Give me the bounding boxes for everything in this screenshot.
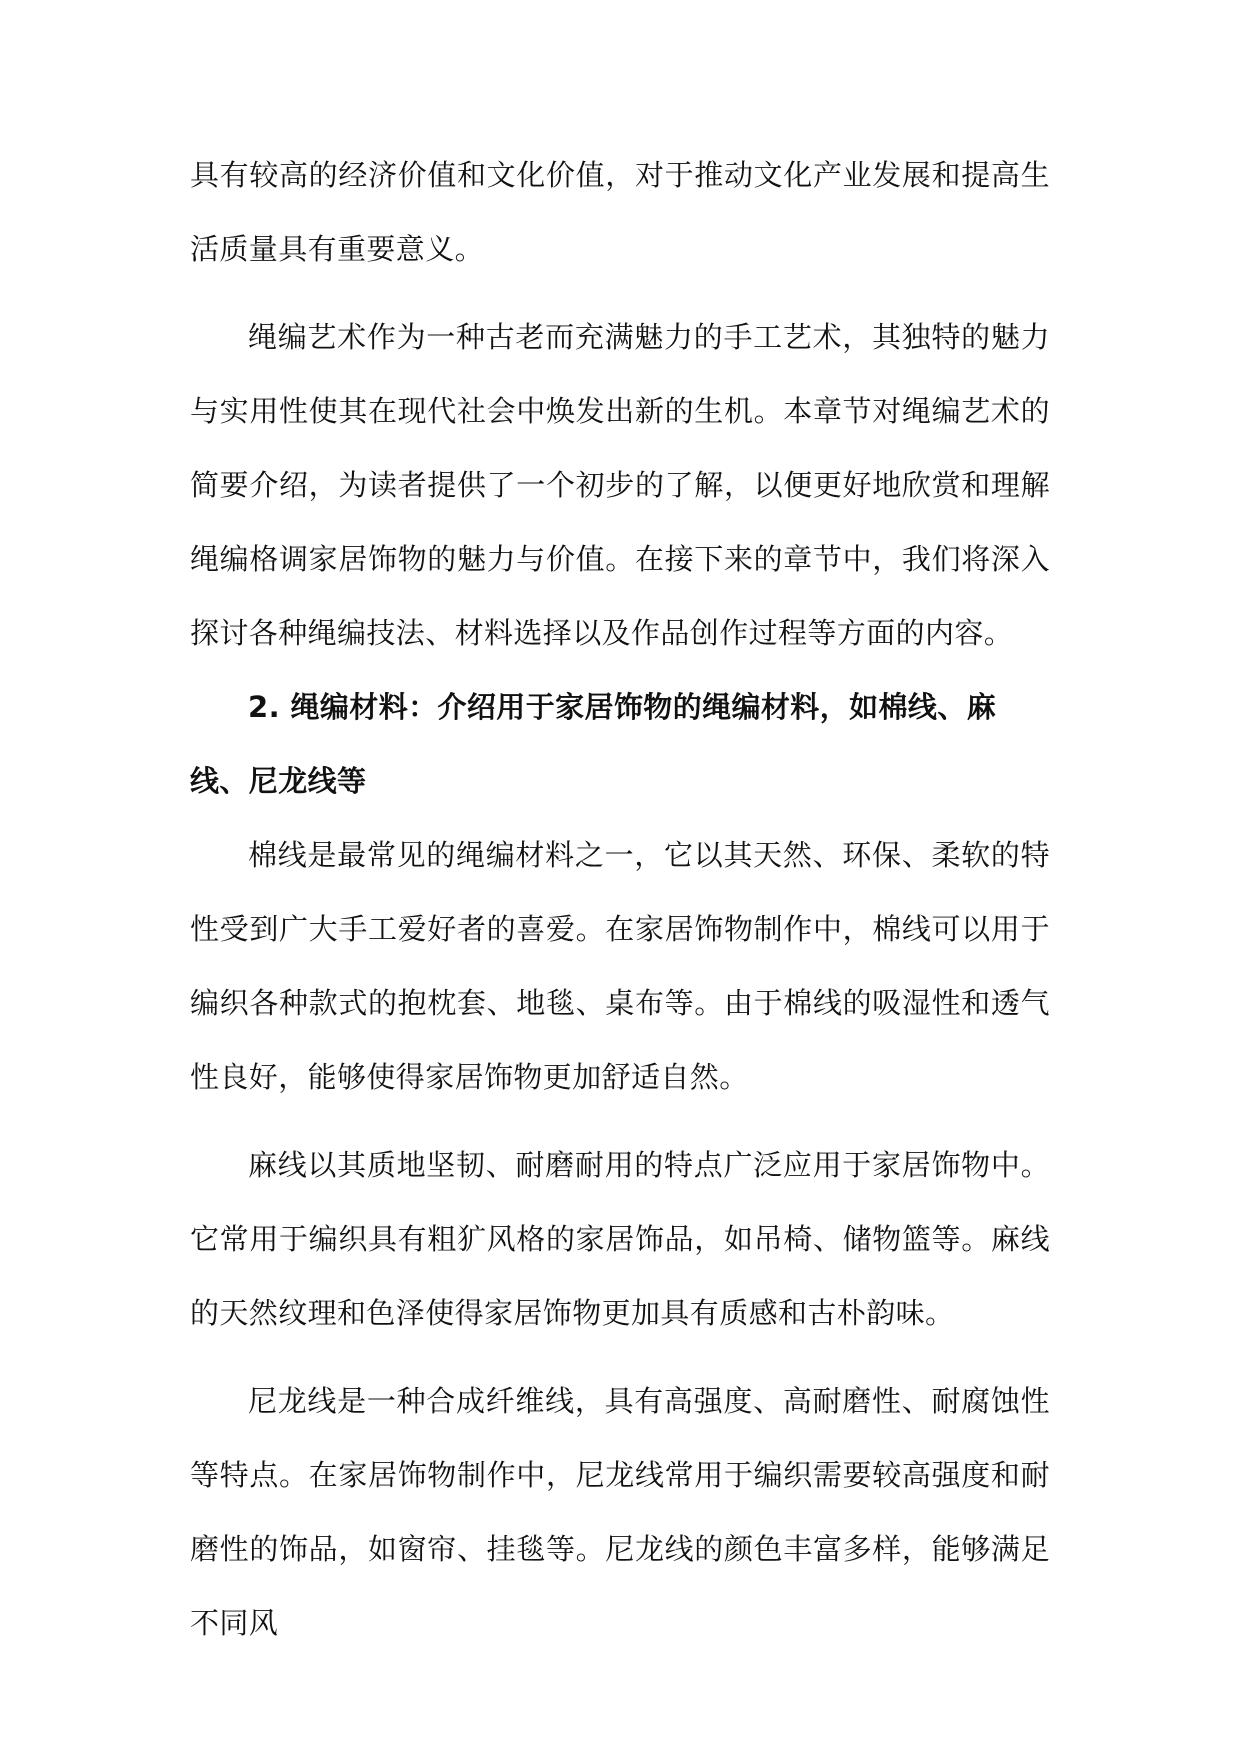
paragraph-rope-art-intro: 绳编艺术作为一种古老而充满魅力的手工艺术，其独特的魅力与实用性使其在现代社会中焕发出新的生机。本章节对绳编艺术的简要介绍，为读者提供了一个初步的了解，以便更好地欣赏和理解绳编格调家居饰物的魅力与价值。在接下来的章节中，我们将深入探讨各种绳编技法、材料选择以及作品创作过程等方面的内容。 [190,320,1050,650]
paragraph-cotton: 棉线是最常见的绳编材料之一，它以其天然、环保、柔软的特性受到广大手工爱好者的喜爱。在家居饰物制作中，棉线可以用于编织各种款式的抱枕套、地毯、桌布等。由于棉线的吸湿性和透气性良好，能够使得家居饰物更加舒适自然。 [190,838,1050,1094]
paragraph-nylon: 尼龙线是一种合成纤维线，具有高强度、高耐磨性、耐腐蚀性等特点。在家居饰物制作中，尼龙线常用于编织需要较高强度和耐磨性的饰品，如窗帘、挂毯等。尼龙线的颜色丰富多样，能够满足不同风 [190,1384,1050,1640]
document-body [190,138,1050,1660]
section-heading-materials: 2. 绳编材料：介绍用于家居饰物的绳编材料，如棉线、麻线、尼龙线等 [190,690,997,798]
paragraph-continuation: 具有较高的经济价值和文化价值，对于推动文化产业发展和提高生活质量具有重要意义。 [190,158,1050,266]
paragraph-hemp: 麻线以其质地坚韧、耐磨耐用的特点广泛应用于家居饰物中。它常用于编织具有粗犷风格的家居饰品，如吊椅、储物篮等。麻线的天然纹理和色泽使得家居饰物更加具有质感和古朴韵味。 [190,1148,1050,1330]
